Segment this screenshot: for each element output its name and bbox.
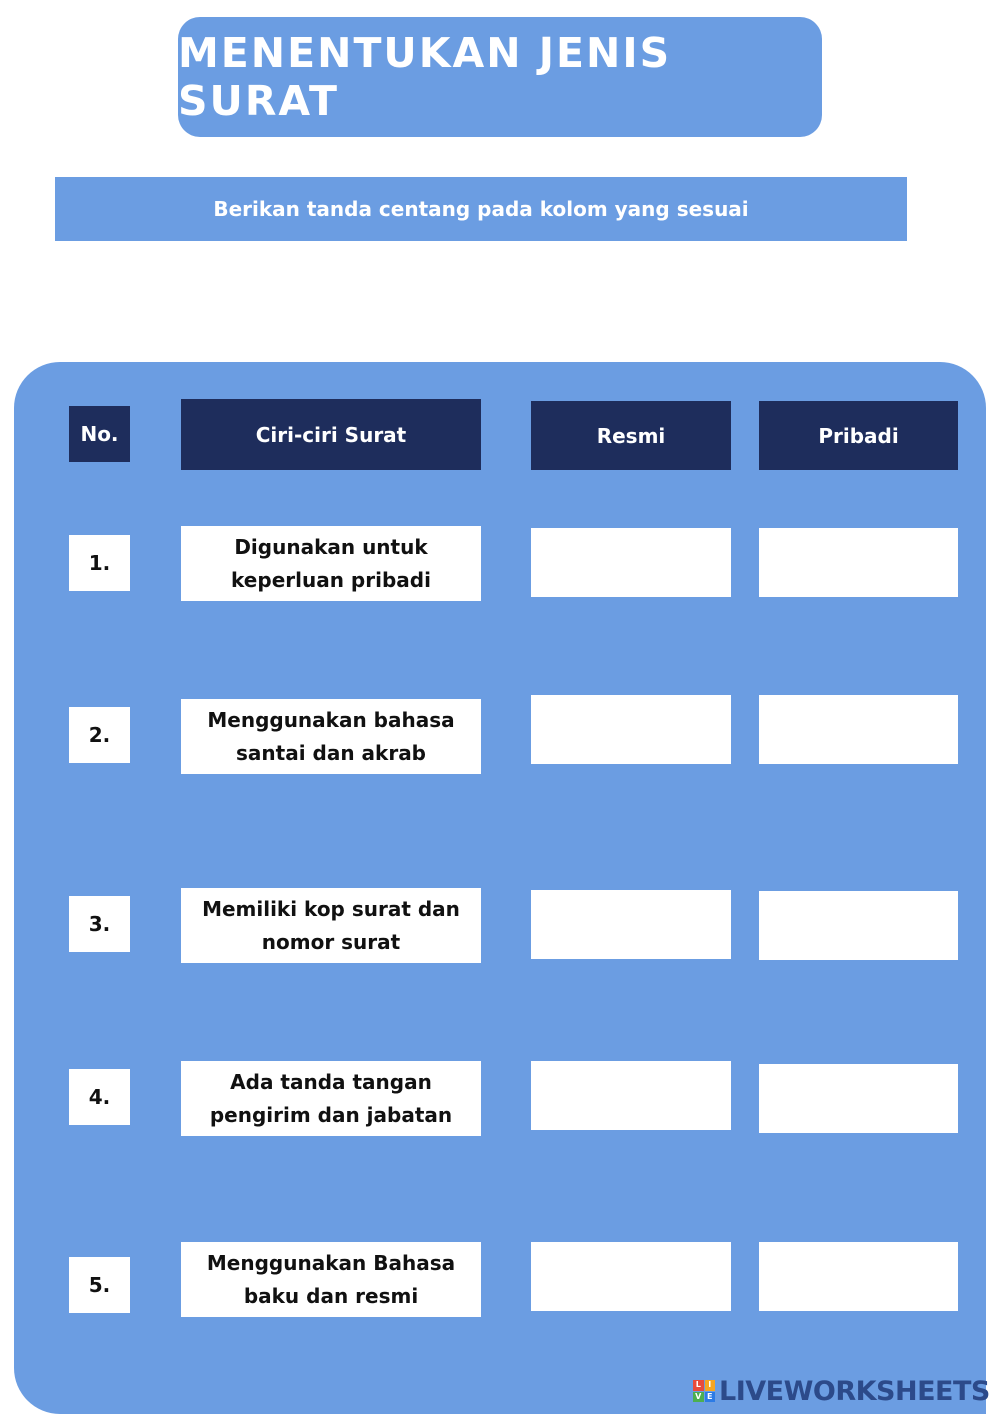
checkbox-resmi-4[interactable] bbox=[531, 1061, 731, 1130]
checkbox-pribadi-2[interactable] bbox=[759, 695, 958, 764]
header-pribadi: Pribadi bbox=[759, 401, 958, 470]
row-description: Memiliki kop surat dan nomor surat bbox=[181, 888, 481, 963]
row-description: Menggunakan bahasa santai dan akrab bbox=[181, 699, 481, 774]
row-description: Digunakan untuk keperluan pribadi bbox=[181, 526, 481, 601]
header-no: No. bbox=[69, 406, 130, 462]
logo-mark-letter: V bbox=[693, 1392, 704, 1403]
checkbox-resmi-1[interactable] bbox=[531, 528, 731, 597]
checkbox-pribadi-1[interactable] bbox=[759, 528, 958, 597]
checkbox-pribadi-4[interactable] bbox=[759, 1064, 958, 1133]
liveworksheets-logo bbox=[693, 1374, 990, 1408]
row-number: 4. bbox=[69, 1069, 130, 1125]
header-resmi: Resmi bbox=[531, 401, 731, 470]
checkbox-pribadi-5[interactable] bbox=[759, 1242, 958, 1311]
logo-mark-icon bbox=[693, 1380, 715, 1402]
instruction-banner: Berikan tanda centang pada kolom yang sesuai bbox=[55, 177, 907, 241]
checkbox-resmi-2[interactable] bbox=[531, 695, 731, 764]
row-number: 3. bbox=[69, 896, 130, 952]
row-description: Ada tanda tangan pengirim dan jabatan bbox=[181, 1061, 481, 1136]
row-description: Menggunakan Bahasa baku dan resmi bbox=[181, 1242, 481, 1317]
checkbox-pribadi-3[interactable] bbox=[759, 891, 958, 960]
checkbox-resmi-5[interactable] bbox=[531, 1242, 731, 1311]
row-number: 2. bbox=[69, 707, 130, 763]
logo-text: LIVEWORKSHEETS bbox=[719, 1375, 990, 1407]
row-number: 5. bbox=[69, 1257, 130, 1313]
title-banner bbox=[178, 17, 822, 137]
page-title: MENENTUKAN JENIS SURAT bbox=[178, 29, 672, 125]
checkbox-resmi-3[interactable] bbox=[531, 890, 731, 959]
logo-mark-letter: L bbox=[693, 1380, 704, 1391]
row-number: 1. bbox=[69, 535, 130, 591]
logo-mark-letter: E bbox=[705, 1392, 716, 1403]
logo-mark-letter: I bbox=[705, 1380, 716, 1391]
header-ciri-surat: Ciri-ciri Surat bbox=[181, 399, 481, 470]
